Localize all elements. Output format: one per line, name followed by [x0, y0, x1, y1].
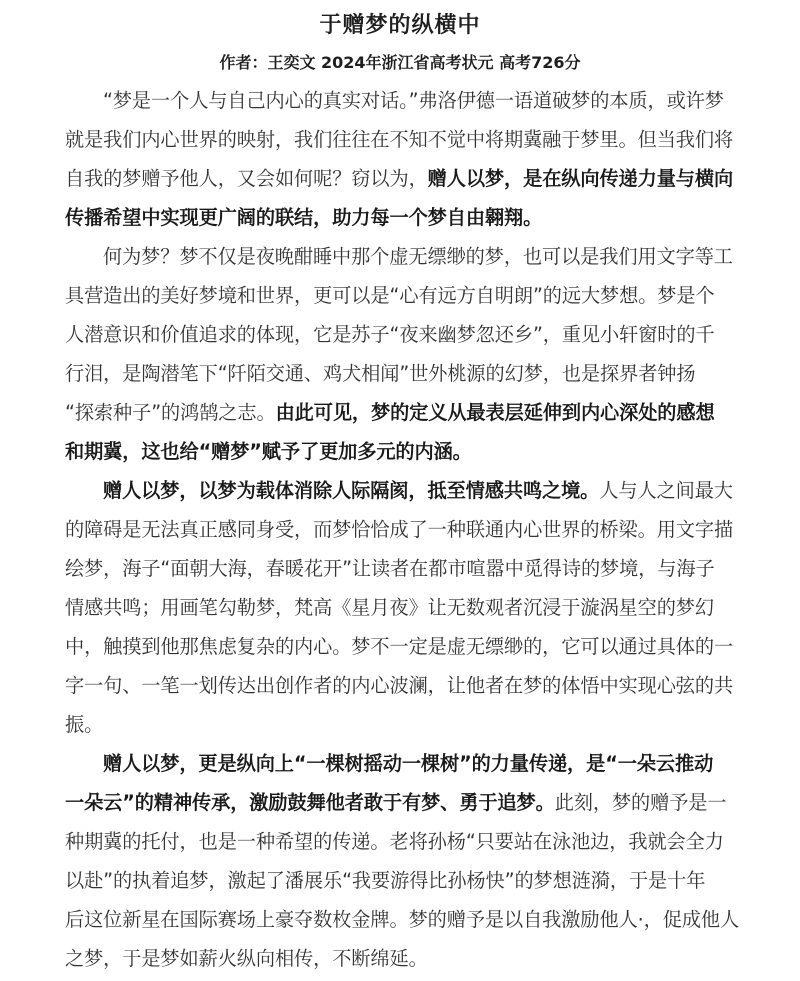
text-line — [65, 201, 737, 240]
text-line — [65, 630, 737, 669]
text-line — [65, 708, 737, 747]
text-line — [65, 591, 737, 630]
paragraph — [65, 84, 737, 240]
text-line — [65, 162, 737, 201]
text-line — [65, 864, 737, 903]
text-line — [65, 474, 737, 513]
bold-text-segment: 一朵云”的精神传承，激励鼓舞他者敢于有梦、勇于追梦。 — [65, 791, 555, 814]
bold-text-segment: 赠人以梦，是在纵向传递力量与横向 — [427, 167, 734, 190]
text-segment: 后这位新星在国际赛场上豪夺数枚金牌。梦的赠予是以自我激励他人·，促成他人 — [65, 908, 740, 931]
text-segment: 振。 — [65, 713, 104, 736]
text-line — [65, 669, 737, 708]
text-line — [65, 123, 737, 162]
text-segment: 的障碍是无法真正感同身受，而梦恰恰成了一种联通内心世界的桥梁。用文字描 — [65, 518, 734, 541]
essay-title: 于赠梦的纵横中 — [319, 13, 481, 38]
text-line — [65, 84, 737, 123]
text-segment: 具营造出的美好梦境和世界，更可以是“心有远方自明朗”的远大梦想。梦是个 — [65, 284, 715, 307]
text-segment: 情感共鸣；用画笔勾勒梦，梵高《星月夜》让无数观者沉浸于漩涡星空的梦幻 — [65, 596, 714, 619]
text-line — [65, 396, 737, 435]
text-line — [65, 825, 737, 864]
text-line — [65, 903, 740, 942]
bold-text-segment: 和期冀，这也给“赠梦”赋予了更加多元的内涵。 — [65, 440, 472, 463]
text-segment: 就是我们内心世界的映射，我们往往在不知不觉中将期冀融于梦里。但当我们将 — [65, 128, 734, 151]
text-line — [65, 747, 737, 786]
text-segment: 此刻，梦的赠予是一 — [554, 791, 727, 814]
text-segment: “探索种子”的鸿鹄之志。 — [65, 401, 276, 424]
text-line — [65, 435, 737, 474]
text-line — [65, 786, 737, 825]
text-line — [65, 357, 737, 396]
text-line — [65, 942, 737, 981]
text-line — [65, 240, 737, 279]
text-segment: 自我的梦赠予他人，又会如何呢？窃以为， — [65, 167, 428, 190]
bold-text-segment: 赠人以梦，以梦为载体消除人际隔阂，抵至情感共鸣之境。 — [103, 479, 600, 502]
bold-text-segment: 传播希望中实现更广阔的联结，助力每一个梦自由翱翔。 — [65, 206, 543, 229]
paragraph — [65, 474, 737, 747]
text-line — [65, 552, 737, 591]
bold-text-segment: 由此可见，梦的定义从最表层延伸到内心深处的感想 — [275, 401, 715, 424]
text-segment: 之梦，于是梦如薪火纵向相传，不断绵延。 — [65, 947, 428, 970]
text-segment: “梦是一个人与自己内心的真实对话。”弗洛伊德一语道破梦的本质，或许梦 — [103, 89, 724, 112]
text-segment: 何为梦？梦不仅是夜晚酣睡中那个虚无缥缈的梦，也可以是我们用文字等工 — [103, 245, 733, 268]
text-line — [65, 318, 737, 357]
paragraph — [65, 747, 740, 981]
text-line — [65, 279, 737, 318]
text-segment: 人与人之间最大 — [599, 479, 733, 502]
text-line — [65, 513, 737, 552]
author-line: 作者：王奕文 2024年浙江省高考状元 高考726分 — [219, 53, 581, 72]
text-segment: 中，触摸到他那焦虑复杂的内心。梦不一定是虚无缥缈的，它可以通过具体的一 — [65, 635, 734, 658]
text-segment: 行泪，是陶潜笔下“阡陌交通、鸡犬相闻”世外桃源的幻梦，也是探界者钟扬 — [65, 362, 696, 385]
text-segment: 人潜意识和价值追求的体现，它是苏子“夜来幽梦忽还乡”，重见小轩窗时的千 — [65, 323, 715, 346]
text-segment: 种期冀的托付，也是一种希望的传递。老将孙杨“只要站在泳池边，我就会全力 — [65, 830, 724, 853]
essay-body — [65, 84, 740, 981]
text-segment: 字一句、一笔一划传达出创作者的内心波澜，让他者在梦的体悟中实现心弦的共 — [65, 674, 734, 697]
bold-text-segment: 赠人以梦，更是纵向上“一棵树摇动一棵树”的力量传递，是“一朵云推动 — [103, 752, 714, 775]
paragraph — [65, 240, 737, 474]
text-segment: 以赴”的执着追梦，激起了潘展乐“我要游得比孙杨快”的梦想涟漪，于是十年 — [65, 869, 706, 892]
text-segment: 绘梦，海子“面朝大海，春暖花开”让读者在都市喧嚣中觅得诗的梦境，与海子 — [65, 557, 715, 580]
